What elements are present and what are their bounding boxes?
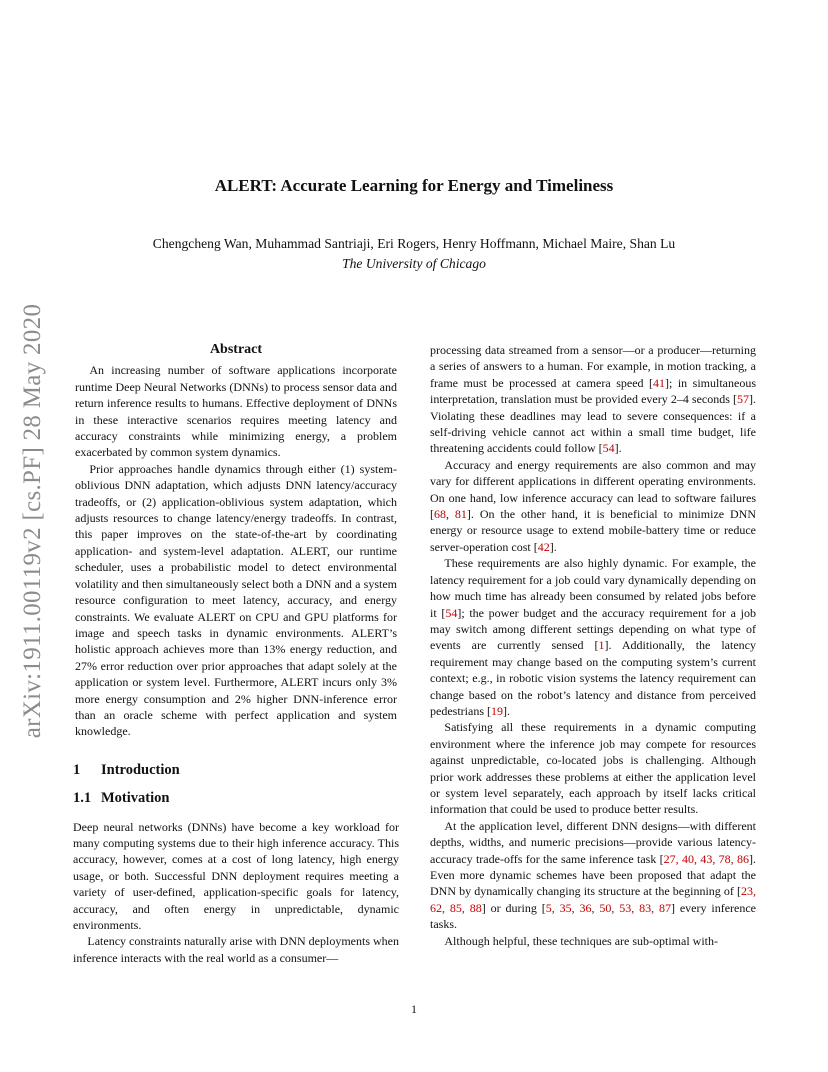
body-paragraph-1: processing data streamed from a sensor—or a producer—returning a series of answers to a human. For example, in motion tracking, a frame must be processed at camera speed [41]; in simultaneous interpretation, translation must be provided every 2–4 seconds [57]. Violating these deadlines may lead to severe consequences: if a self-driving vehicle cannot act within a small time budget, life threatening accidents could follow [54]. [430,343,756,456]
citation-link[interactable]: 81 [454,507,467,522]
page-number: 1 [411,1002,417,1016]
subsection-heading-motivation [73,790,399,806]
arxiv-identifier: arXiv:1911.00119v2 [cs.PF] 28 May 2020 [19,303,46,739]
affiliation: The University of Chicago [342,256,486,271]
citation-link[interactable]: 54 [602,441,615,456]
citation-link[interactable]: 1 [598,638,605,653]
citation-link[interactable]: 41 [653,375,666,390]
intro-paragraph-2: Latency constraints naturally arise with DNN deployments when inference interacts with the real world as a consumer— [73,934,399,965]
paper-title: ALERT: Accurate Learning for Energy and Timeliness [214,176,614,195]
abstract-paragraph-2: Prior approaches handle dynamics through either (1) system-oblivious DNN adaptation, which adjusts DNN latency/accuracy tradeoffs, or (2) application-oblivious system adaptation, which adjusts resources to change latency/energy tradeoffs. In contrast, this paper improves on the state-of-the-art by coordinating application- and system-level adaptation. ALERT, our runtime scheduler, uses a probabilistic model to detect environmental volatility and then simultaneously select both a DNN and a system resource configuration to meet latency, accuracy, and energy constraints. We evaluate ALERT on CPU and GPU platforms for image and speech tasks in dynamic environments. ALERT’s holistic approach achieves more than 13% energy reduction, and 27% error reduction over prior approaches that adapt solely at the application or system level. Furthermore, ALERT incurs only 3% more energy consumption and 2% higher DNN-inference error than an oracle scheme with perfect application and system knowledge. [75,461,397,739]
citation-link[interactable]: 27, 40, 43, 78, 86 [663,851,749,866]
subsection-title: Motivation [101,790,170,807]
body-paragraph-4: Satisfying all these requirements in a dynamic computing environment where the inference job may compete for resources against unpredictable, co-located jobs is challenging. Although prior work addresses these problems at either the application level or system level separately, each approach by itself lacks critical information that could be used to produce better results. [430,720,756,817]
body-paragraph-2: Accuracy and energy requirements are also common and may vary for different applications in different operating environments. On one hand, low inference accuracy can lead to software failures [68, 81]. On the other hand, it is beneficial to minimize DNN energy or resource usage to extend mobile-battery time or reduce server-operation cost [42]. [430,457,757,554]
arxiv-identifier-stamp [20,285,46,757]
body-paragraph-6: Although helpful, these techniques are sub-optimal with- [444,933,718,948]
intro-paragraph-1: Deep neural networks (DNNs) have become a key workload for many computing systems due to their high inference accuracy. This accuracy, however, comes at a cost of long latency, high energy usage, or both. Successful DNN deployment requires meeting a variety of user-defined, application-specific goals for latency, accuracy, and often energy in unpredictable, dynamic environments. [73,819,399,932]
citation-link[interactable]: 57 [737,392,749,407]
abstract-paragraph-1: An increasing number of software applications incorporate runtime Deep Neural Networks (DNNs) to process sensor data and return inference results to humans. Effective deployment of DNNs in these interactive scenarios requires meeting latency and accuracy constraints while minimizing energy, a problem exacerbated by common system dynamics. [75,363,397,460]
citation-link[interactable]: 42 [537,539,550,554]
section-title: Introduction [101,761,180,778]
citation-link[interactable]: 5, 35, 36, 50, 53, 83, 87 [545,900,671,915]
subsection-number: 1.1 [73,790,92,807]
body-paragraph-5: At the application level, different DNN designs—with different depths, widths, and numeric precisions—provide various latency-accuracy trade-offs for the same inference task [27, 40, 43, 78, 86]. Even more dynamic schemes have been proposed that adapt the DNN by dynamically changing its structure at the beginning of [23, 62, 85, 88] or during [5, 35, 36, 50, 53, 83, 87] every inference tasks. [430,818,757,932]
right-column [430,342,756,949]
citation-link[interactable]: 54 [445,605,458,620]
section-number: 1 [73,761,81,778]
abstract-heading: Abstract [209,342,263,357]
left-column [73,342,399,966]
citation-link[interactable]: 19 [490,703,503,718]
body-paragraph-3: These requirements are also highly dynamic. For example, the latency requirement for a job could vary dynamically depending on how much time has already been consumed by related jobs before it [54]; the power budget and the accuracy requirement for a job may switch among different settings depending on what type of events are currently sensed [1]. Additionally, the latency requirement may change based on the computing system’s current context; e.g., in robotic vision systems the latency requirement can change based on the robot’s latency and distance from perceived pedestrians [19]. [430,556,756,718]
author-list: Chengcheng Wan, Muhammad Santriaji, Eri Rogers, Henry Hoffmann, Michael Maire, Shan Lu [152,236,676,251]
citation-link[interactable]: 23, 62, 85, 88 [430,884,756,915]
author-block [0,234,828,274]
citation-link[interactable]: 68 [434,507,446,522]
abstract-section [73,342,399,740]
section-heading-introduction [73,762,399,778]
